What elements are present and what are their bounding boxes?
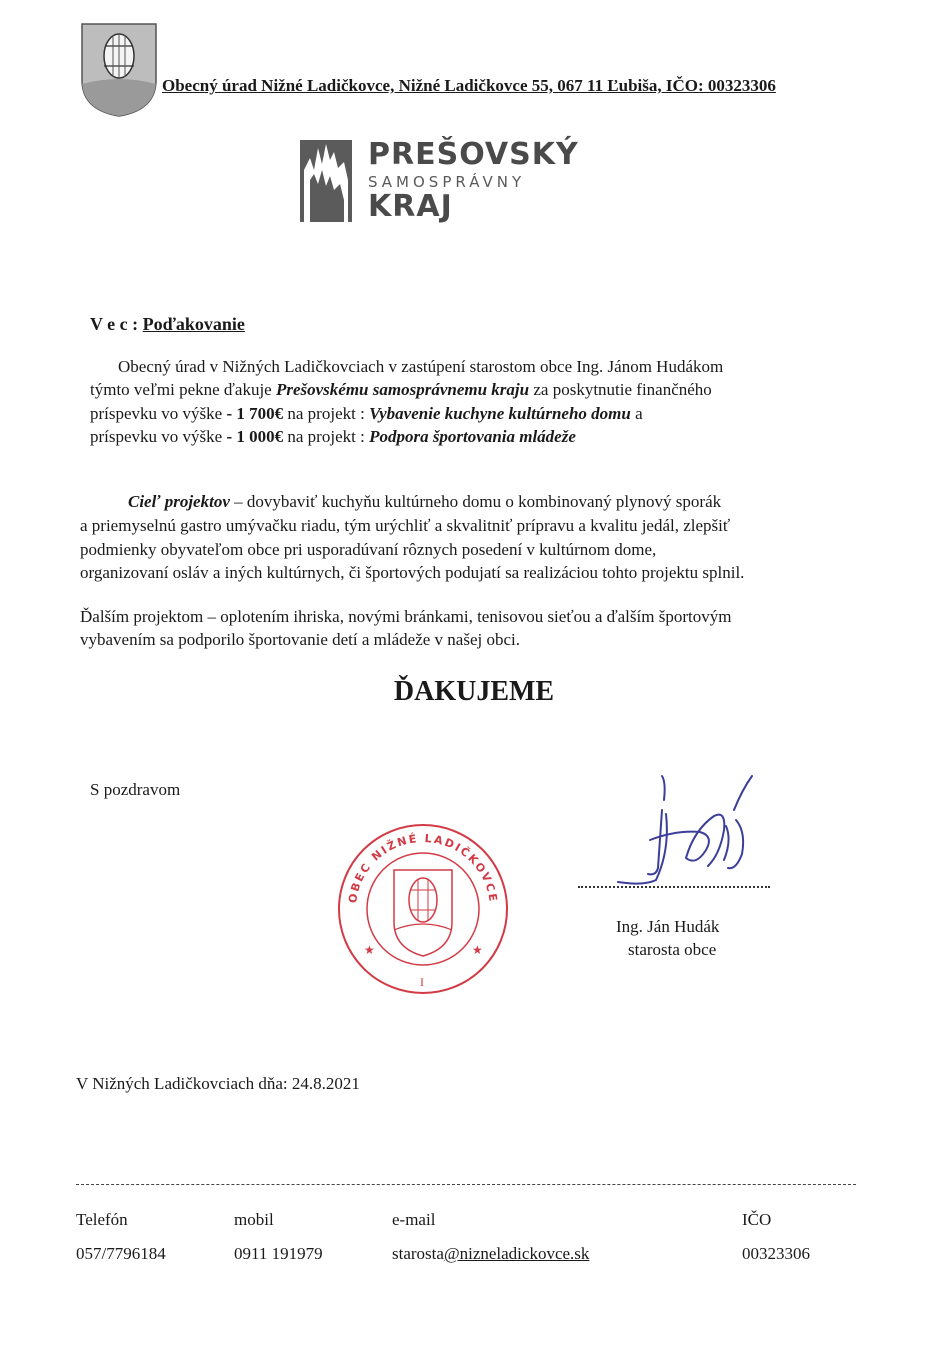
footer-email (392, 1203, 589, 1271)
svg-text:I: I (420, 975, 424, 989)
subject-line (90, 314, 245, 335)
svg-text:★: ★ (364, 943, 375, 957)
para1-line1: Obecný úrad v Nižných Ladičkovciach v zastúpení starostom obce Ing. Jánom Hudákom (118, 357, 724, 376)
subject-title: Poďakovanie (142, 314, 245, 334)
mobile-label: mobil (234, 1210, 274, 1229)
footer-phone (76, 1203, 166, 1271)
place-date: V Nižných Ladičkovciach dňa: 24.8.2021 (76, 1074, 360, 1093)
svg-text:OBEC NIŽNÉ LADIČKOVCE: OBEC NIŽNÉ LADIČKOVCE (346, 831, 500, 904)
logo-line-1: PREŠOVSKÝ (368, 137, 579, 172)
para2-line2: a priemyselnú gastro umývačku riadu, tým urýchliť a skvalitniť prípravu a kvalitu jedál, zlepšiť (80, 516, 731, 535)
email-label: e-mail (392, 1210, 436, 1229)
phone-value: 057/7796184 (76, 1244, 166, 1263)
email-link[interactable]: @nizneladickovce.sk (443, 1244, 590, 1263)
thanks-heading: ĎAKUJEME (393, 676, 555, 707)
para3-line1: Ďalším projektom – oplotením ihriska, novými bránkami, tenisovou sieťou a ďalším športovým (80, 607, 732, 626)
para1-line3: príspevku vo výške - 1 700€ na projekt : Vybavenie kuchyne kultúrneho domu a (90, 404, 643, 423)
footer-separator (76, 1184, 856, 1185)
psk-logo-icon (300, 140, 352, 222)
logo-line-2: SAMOSPRÁVNY (368, 173, 526, 191)
phone-label: Telefón (76, 1210, 128, 1229)
para2-line3: podmienky obyvateľom obce pri usporadúvaní rôznych posedení v kultúrnom dome, (80, 540, 657, 559)
mobile-value: 0911 191979 (234, 1244, 323, 1263)
official-stamp-icon (336, 822, 510, 996)
footer-ico (742, 1203, 810, 1271)
signatory-name: Ing. Ján Hudák (616, 917, 720, 936)
para2-line1: Cieľ projektov – dovybaviť kuchyňu kultúrneho domu o kombinovaný plynový sporák (128, 492, 722, 511)
para2-line4: organizovaní osláv a iných kultúrnych, či športových podujatí sa realizáciou tohto projektu splnil. (80, 563, 745, 582)
village-crest (80, 22, 158, 118)
office-header: Obecný úrad Nižné Ladičkovce, Nižné Ladičkovce 55, 067 11 Ľubiša, IČO: 00323306 (162, 76, 776, 95)
handwritten-signature-icon (596, 770, 776, 890)
subject-prefix: V e c : (90, 314, 139, 334)
signatory-role: starosta obce (628, 940, 717, 959)
email-value[interactable]: starosta@nizneladickovce.sk (392, 1244, 590, 1263)
ico-value: 00323306 (742, 1244, 810, 1263)
greeting: S pozdravom (90, 780, 181, 799)
psk-logo-text (368, 138, 579, 222)
para3-line2: vybavením sa podporilo športovanie detí a mládeže v našej obci. (80, 630, 520, 649)
signature-line (578, 886, 770, 888)
para1-line4: príspevku vo výške - 1 000€ na projekt : Podpora športovania mládeže (90, 427, 576, 446)
logo-line-3: KRAJ (368, 189, 453, 224)
ico-label: IČO (742, 1210, 772, 1229)
svg-text:★: ★ (472, 943, 483, 957)
para1-line2: týmto veľmi pekne ďakuje Prešovskému samosprávnemu kraju za poskytnutie finančného (90, 380, 712, 399)
footer-mobile (234, 1203, 323, 1271)
